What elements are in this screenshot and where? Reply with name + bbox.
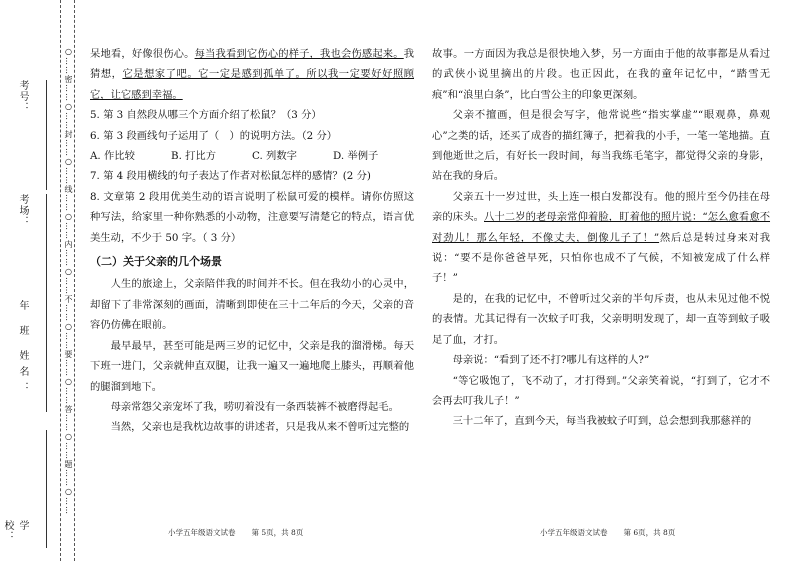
class-name-label: 年 班 姓名： xyxy=(17,300,28,399)
right-column xyxy=(432,44,770,432)
school-label: 学校： xyxy=(2,520,28,542)
footer-title: 小学五年级语文试卷 xyxy=(540,528,608,537)
exam-number-label: 考号： xyxy=(17,80,28,113)
option-b[interactable]: B. 打比方 xyxy=(171,150,217,163)
exam-number-field[interactable] xyxy=(14,80,50,190)
passage-continued xyxy=(90,44,414,105)
exam-room-line xyxy=(46,194,47,304)
paragraph: 母亲常怨父亲宠坏了我，唠叨着没有一条西装裤不被磨得起毛。 xyxy=(110,400,399,413)
option-d[interactable]: D. 举例子 xyxy=(333,150,379,163)
paragraph xyxy=(432,187,770,289)
school-line xyxy=(46,430,47,548)
paragraph: 母亲说：“看到了还不打?哪儿有这样的人?” xyxy=(452,354,650,367)
exam-room-label: 考场： xyxy=(17,194,28,227)
paragraph: 最早最早，甚至可能是两三岁的记忆中，父亲是我的溜滑梯。每天下班一进门，父亲就伸直双腿，让我一遍又一遍地爬上膝头，再顺着他的腿溜到地下。 xyxy=(90,339,414,393)
option-a[interactable]: A. 作比较 xyxy=(90,150,135,163)
option-c[interactable]: C. 列数字 xyxy=(252,150,297,163)
question-6: 6. 第 3 段画线句子运用了（ ）的说明方法。（2 分） xyxy=(90,129,338,142)
seal-line-inner xyxy=(74,0,75,561)
text-span: 然后总是转过身来对我说：“要不是你爸爸早死，只怕你也成不了气候，不知被宠成了什么样子！” xyxy=(432,231,771,285)
paragraph: 故事。一方面因为我总是很快地入梦，另一方面由于他的故事都是从看过的武侠小说里摘出的片段。也正因此，在我的童年记忆中，“踏雪无痕”和“浪里白条”，比白雪公主的印象更深刻。 xyxy=(432,48,770,101)
text-span: 呆地看，好像很伤心。 xyxy=(90,48,195,60)
class-name-line xyxy=(46,300,47,412)
paragraph: 是的，在我的记忆中，不曾听过父亲的半句斥责，也从未见过他不悦的表情。尤其记得有一次蚊子叮我，父亲明明发现了，却一直等到蚊子吸足了血，才打。 xyxy=(432,292,770,346)
section-title: （二）关于父亲的几个场景 xyxy=(90,255,222,269)
seal-line-outer xyxy=(60,0,61,561)
footer-page-number: 第 6页，共 8页 xyxy=(623,528,676,537)
school-field[interactable] xyxy=(2,430,50,548)
exam-room-field[interactable] xyxy=(14,194,50,304)
binding-margin xyxy=(0,0,78,561)
seal-line-text: ○……密……○……封……○……线……○……内……○……不……○……要……○……答……○……题……○…… xyxy=(64,46,73,515)
question-8: 8. 文章第 2 段用优美生动的语言说明了松鼠可爱的模样。请你仿照这种写法，给家里一种你熟悉的小动物，注意要写清楚它的特点，语言优美生动，不少于 50 字。（ 3 分） xyxy=(90,190,414,244)
class-name-field[interactable] xyxy=(14,300,50,412)
paragraph: 父亲不擅画，但是很会写字，他常说些“指实掌虚”“眼观鼻，鼻观心”之类的话，还买了成沓的描红簿子，把着我的小手，一笔一笔地描。直到他逝世之后，有好长一段时间，每当我练毛笔字，都觉得父亲的身影，站在我的身后。 xyxy=(432,109,770,183)
footer-page-number: 第 5页，共 8页 xyxy=(251,528,304,537)
question-7: 7. 第 4 段用横线的句子表达了作者对松鼠怎样的感情？(2 分) xyxy=(90,170,371,183)
underlined-sentence: 八十二岁的老母亲常仰着脸，盯着他的照片说：“怎么愈看愈不对劲儿！那么年轻，不像丈夫，倒像儿子了！” xyxy=(432,211,771,244)
underlined-sentence: 它是想家了吧。它一定是感到孤单了。所以我一定要好好照顾它，让它感到幸福。 xyxy=(90,68,414,101)
footer-right xyxy=(540,527,675,538)
paragraph: “等它吸饱了，飞不动了，才打得到。”父亲笑着说，“打到了，它才不会再去叮我儿子！” xyxy=(432,374,770,407)
exam-number-line xyxy=(46,80,47,190)
question-6-options xyxy=(90,146,414,166)
text-span: 父亲五十一岁过世，头上连一根白发都没有。他的照片至今仍挂在母亲的床头。 xyxy=(432,190,770,224)
footer-title: 小学五年级语文试卷 xyxy=(168,528,236,537)
left-column xyxy=(90,44,414,438)
footer-left xyxy=(168,527,303,538)
text-span: 我猜想， xyxy=(90,48,415,81)
underlined-sentence: 每当我看到它伤心的样子，我也会伤感起来。 xyxy=(194,48,404,60)
paragraph: 三十二年了，直到今天，每当我被蚊子叮到，总会想到我那慈祥的 xyxy=(452,415,752,428)
paragraph: 当然，父亲也是我枕边故事的讲述者，只是我从来不曾听过完整的 xyxy=(110,421,410,434)
paragraph: 人生的旅途上，父亲陪伴我的时间并不长。但在我幼小的心灵中，却留下了非常深刻的画面，清晰到即使在三十二年后的今天，父亲的音容仍仿佛在眼前。 xyxy=(90,278,414,332)
question-5: 5. 第 3 自然段从哪三个方面介绍了松鼠？（3 分） xyxy=(90,109,322,122)
